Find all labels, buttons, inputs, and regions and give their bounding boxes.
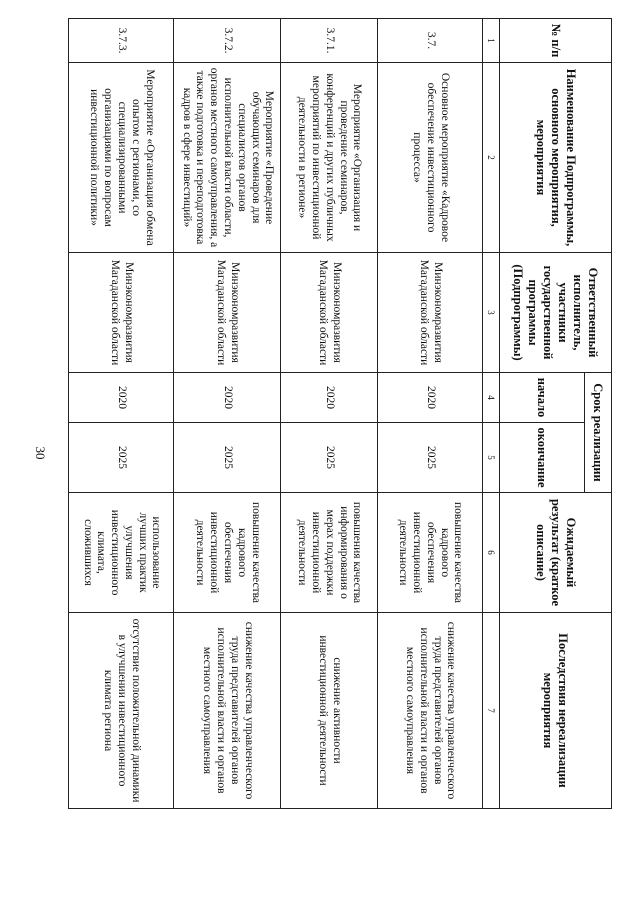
row-start: 2020	[281, 373, 378, 423]
page-number: 30	[33, 446, 48, 460]
row-end: 2025	[377, 423, 482, 493]
column-number: 1	[483, 19, 500, 63]
column-number: 7	[483, 613, 500, 809]
row-executor: Минэкономразвития Магаданской области	[377, 253, 482, 373]
row-result: использование лучших практик улучшения инвестиционного климата, сложившихся	[69, 493, 174, 613]
row-consequences: снижение качества управленческого труда представителей органов исполнительной власти и органов местного самоуправления	[174, 613, 281, 809]
header-name: Наименование Подпрограммы, основного мероприятия, мероприятия	[500, 63, 612, 253]
table-row	[69, 19, 174, 809]
row-consequences: снижение активности инвестиционной деятельности	[281, 613, 378, 809]
header-row-top	[585, 19, 612, 809]
table-row	[281, 19, 378, 809]
row-start: 2020	[174, 373, 281, 423]
table-row	[377, 19, 482, 809]
row-num: 3.7.2.	[174, 19, 281, 63]
row-end: 2025	[174, 423, 281, 493]
row-start: 2020	[377, 373, 482, 423]
column-number: 4	[483, 373, 500, 423]
header-executor: Ответственный исполнитель, участники государственной программы (Подпрограммы)	[500, 253, 612, 373]
row-executor: Минэкономразвития Магаданской области	[174, 253, 281, 373]
header-num: № п/п	[500, 19, 612, 63]
table-row	[174, 19, 281, 809]
row-end: 2025	[69, 423, 174, 493]
row-consequences: отсутствие положительной динамики в улучшении инвестиционного климата региона	[69, 613, 174, 809]
header-result: Ожидаемый результат (краткое описание)	[500, 493, 612, 613]
row-name: Основное мероприятие «Кадровое обеспечение инвестиционного процесса»	[377, 63, 482, 253]
row-name: Мероприятие «Организация и проведение семинаров, конференций и других публичных мероприятий по инвестиционной деятельности в регионе»	[281, 63, 378, 253]
row-consequences: снижение качества управленческого труда представителей органов исполнительной власти и органов местного самоуправления	[377, 613, 482, 809]
header-consequences: Последствия нереализации мероприятия	[500, 613, 612, 809]
row-end: 2025	[281, 423, 378, 493]
header-period: Срок реализации	[585, 373, 612, 493]
row-result: повышение качества кадрового обеспечения инвестиционной деятельности	[174, 493, 281, 613]
row-num: 3.7.	[377, 19, 482, 63]
row-start: 2020	[69, 373, 174, 423]
row-executor: Минэкономразвития Магаданской области	[281, 253, 378, 373]
rotated-table-container	[68, 18, 612, 808]
row-executor: Минэкономразвития Магаданской области	[69, 253, 174, 373]
column-number: 5	[483, 423, 500, 493]
row-num: 3.7.3.	[69, 19, 174, 63]
column-number: 3	[483, 253, 500, 373]
header-start: начало	[500, 373, 585, 423]
column-number: 6	[483, 493, 500, 613]
column-number-row	[483, 19, 500, 809]
row-result: повышения качества информирования о мерах поддержки инвестиционной деятельности	[281, 493, 378, 613]
row-result: повышение качества кадрового обеспечения инвестиционной деятельности	[377, 493, 482, 613]
column-number: 2	[483, 63, 500, 253]
row-name: Мероприятие «Организация обмена опытом с регионами, со специализированными организациями по вопросам инвестиционной политики»	[69, 63, 174, 253]
row-name: Мероприятие «Проведение обучающих семинаров для специалистов органов исполнительной власти области, органов местного самоуправления, а также подготовка и переподготовка кадров в сфере инвестиций»	[174, 63, 281, 253]
row-num: 3.7.1.	[281, 19, 378, 63]
header-end: окончание	[500, 423, 585, 493]
program-activities-table	[68, 18, 612, 809]
